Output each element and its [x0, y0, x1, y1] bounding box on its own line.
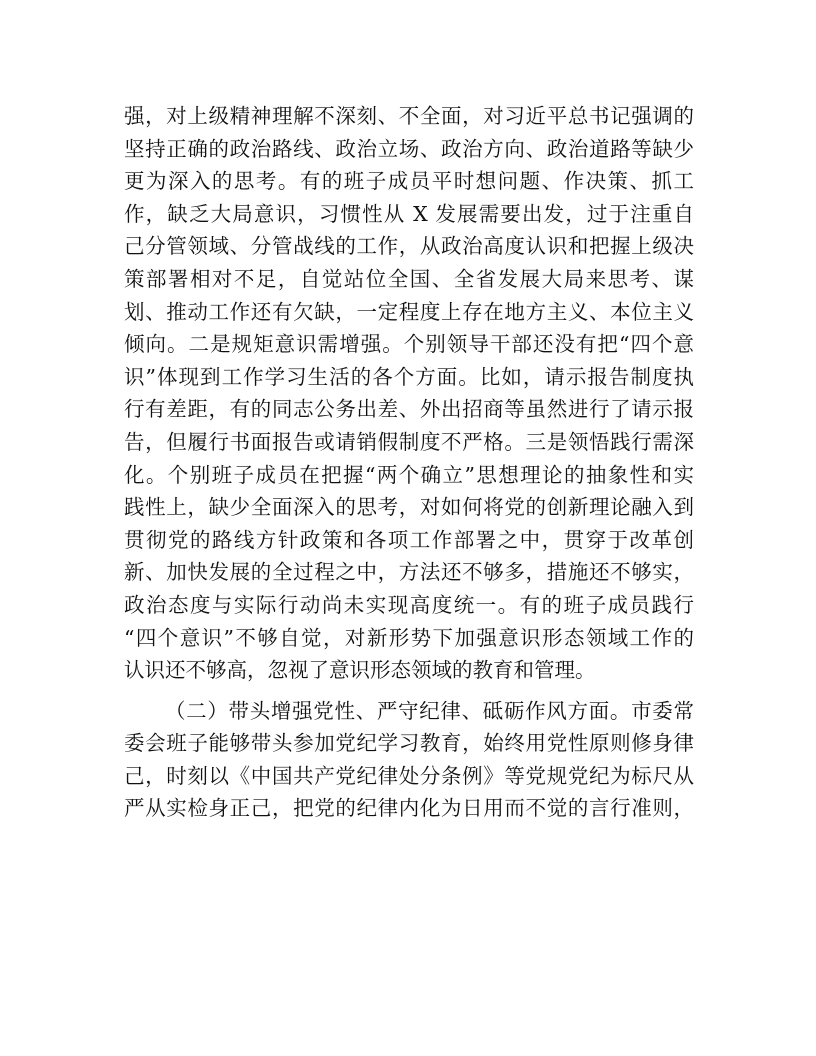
text-line: 新、加快发展的全过程之中，方法还不够多，措施还不够实，	[124, 560, 694, 585]
text-line-indented: （二）带头增强党性、严守纪律、砥砺作风方面。市委常	[165, 698, 694, 723]
text-line: 政治态度与实际行动尚未实现高度统一。有的班子成员践行	[124, 592, 694, 617]
paragraph-2	[124, 695, 694, 825]
text-line: 作，缺乏大局意识，习惯性从 X 发展需要出发，过于注重自	[124, 201, 694, 226]
text-line: 强，对上级精神理解不深刻、不全面，对习近平总书记强调的	[124, 104, 694, 128]
text-line: 策部署相对不足，自觉站位全国、全省发展大局来思考、谋	[124, 266, 694, 291]
text-line: 倾向。二是规矩意识需增强。个别领导干部还没有把“四个意	[124, 332, 694, 357]
text-line: 更为深入的思考。有的班子成员平时想问题、作决策、抓工	[124, 169, 694, 194]
paragraph-gap	[124, 687, 694, 695]
text-line: 己，时刻以《中国共产党纪律处分条例》等党规党纪为标尺从	[124, 763, 694, 788]
body-text	[124, 100, 694, 825]
text-line: 委会班子能够带头参加党纪学习教育，始终用党性原则修身律	[124, 731, 694, 756]
text-line: 践性上，缺少全面深入的思考，对如何将党的创新理论融入到	[124, 495, 694, 520]
text-line: 严从实检身正己，把党的纪律内化为日用而不觉的言行准则，	[124, 796, 694, 821]
text-line: 化。个别班子成员在把握“两个确立”思想理论的抽象性和实	[124, 462, 694, 487]
text-line: 告，但履行书面报告或请销假制度不严格。三是领悟践行需深	[124, 429, 694, 454]
text-line: 划、推动工作还有欠缺，一定程度上存在地方主义、本位主义	[124, 299, 694, 324]
text-line: 行有差距，有的同志公务出差、外出招商等虽然进行了请示报	[124, 397, 694, 422]
text-line: 认识还不够高，忽视了意识形态领域的教育和管理。	[124, 658, 596, 683]
text-line: 识”体现到工作学习生活的各个方面。比如，请示报告制度执	[124, 364, 694, 389]
text-line: “四个意识”不够自觉，对新形势下加强意识形态领域工作的	[124, 625, 694, 650]
text-line: 己分管领域、分管战线的工作，从政治高度认识和把握上级决	[124, 234, 694, 259]
paragraph-1	[124, 100, 694, 687]
text-line: 贯彻党的路线方针政策和各项工作部署之中，贯穿于改革创	[124, 527, 694, 552]
text-line: 坚持正确的政治路线、政治立场、政治方向、政治道路等缺少	[124, 136, 694, 161]
